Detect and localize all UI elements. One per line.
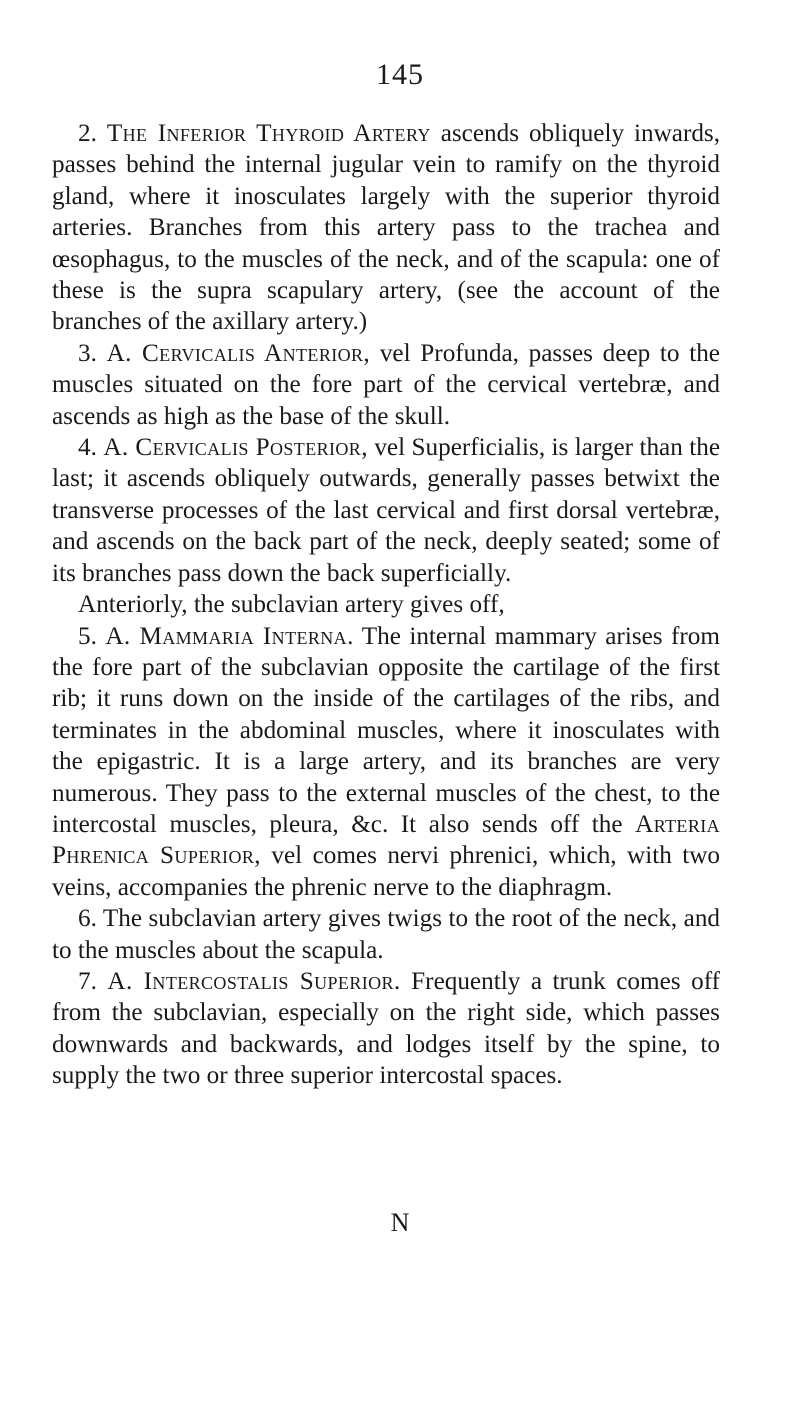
paragraph-anteriorly bbox=[52, 589, 720, 620]
paragraph-text: Frequently a trunk comes off from the subclavian, especially on the right side, which passes downwards and backwards, and lodges itself by the spine, to supply the two or three superior intercostal spaces. bbox=[52, 967, 721, 1090]
paragraph-number: 4. bbox=[78, 434, 97, 462]
paragraph-text: ascends obliquely inwards, passes behind the internal jugular vein to ramify on the thyroid gland, where it inosculates largely with the superior thyroid arteries. Branches from this artery pass to the trachea and œsophagus, to the muscles of the neck, and of the scapula: one of these is the supra scapulary artery, (see the account of the branches of the axillary artery.) bbox=[52, 120, 721, 336]
paragraph-text: The internal mammary arises from the fore part of the subclavian opposite the cartilage of the first rib; it runs down on the inside of the cartilages of the ribs, and terminates in the abdominal muscles, where it inosculates with the epigastric. It is a large artery, and its branches are very numerous. They pass to the external muscles of the chest, to the intercostal muscles, pleura, &c. It also sends off the bbox=[52, 622, 720, 838]
paragraph-number: 6. bbox=[78, 905, 97, 933]
paragraph-heading: A. Cervicalis Posterior, bbox=[103, 434, 368, 462]
paragraph-mammaria-interna bbox=[52, 621, 720, 904]
paragraph-number: 2. bbox=[78, 120, 97, 147]
paragraph-heading: A. Cervicalis Anterior, bbox=[106, 339, 371, 367]
paragraph-number: 3. bbox=[78, 339, 97, 367]
paragraph-inferior-thyroid bbox=[52, 118, 720, 338]
paragraph-text: Anteriorly, the subclavian artery gives off, bbox=[78, 591, 505, 619]
paragraph-heading: A. Intercostalis Superior. bbox=[107, 967, 401, 995]
paragraph-text: vel Superficialis, is larger than the last; it ascends obliquely outwards, generally passes betwixt the transverse processes of the last cervical and first dorsal vertebræ, and ascends on the back part of the neck, deeply seated; some of its branches pass down the back superficially. bbox=[52, 434, 720, 587]
paragraph-subheading: Arteria Phrenica Superior, bbox=[52, 810, 721, 870]
paragraph-heading: A. Mammaria Interna. bbox=[105, 622, 354, 650]
paragraph-subclavian-twigs bbox=[52, 903, 720, 966]
paragraph-text: The subclavian artery gives twigs to the root of the neck, and to the muscles about the scapula. bbox=[52, 905, 721, 964]
paragraph-number: 5. bbox=[78, 622, 97, 650]
page-number: 145 bbox=[376, 58, 424, 91]
signature-mark: N bbox=[390, 1208, 410, 1237]
paragraph-cervicalis-posterior bbox=[52, 432, 720, 589]
paragraph-intercostalis-superior bbox=[52, 966, 720, 1092]
paragraph-text-continued: vel comes nervi phrenici, which, with two veins, accompanies the phrenic nerve to the diaphragm. bbox=[52, 842, 720, 901]
paragraph-heading: The Inferior Thyroid Artery bbox=[106, 120, 431, 147]
page-body bbox=[52, 118, 720, 1092]
paragraph-number: 7. bbox=[78, 967, 97, 995]
paragraph-text: vel Profunda, passes deep to the muscles situated on the fore part of the cervical vertebræ, and ascends as high as the base of the skull. bbox=[52, 339, 720, 430]
paragraph-cervicalis-anterior bbox=[52, 338, 720, 432]
